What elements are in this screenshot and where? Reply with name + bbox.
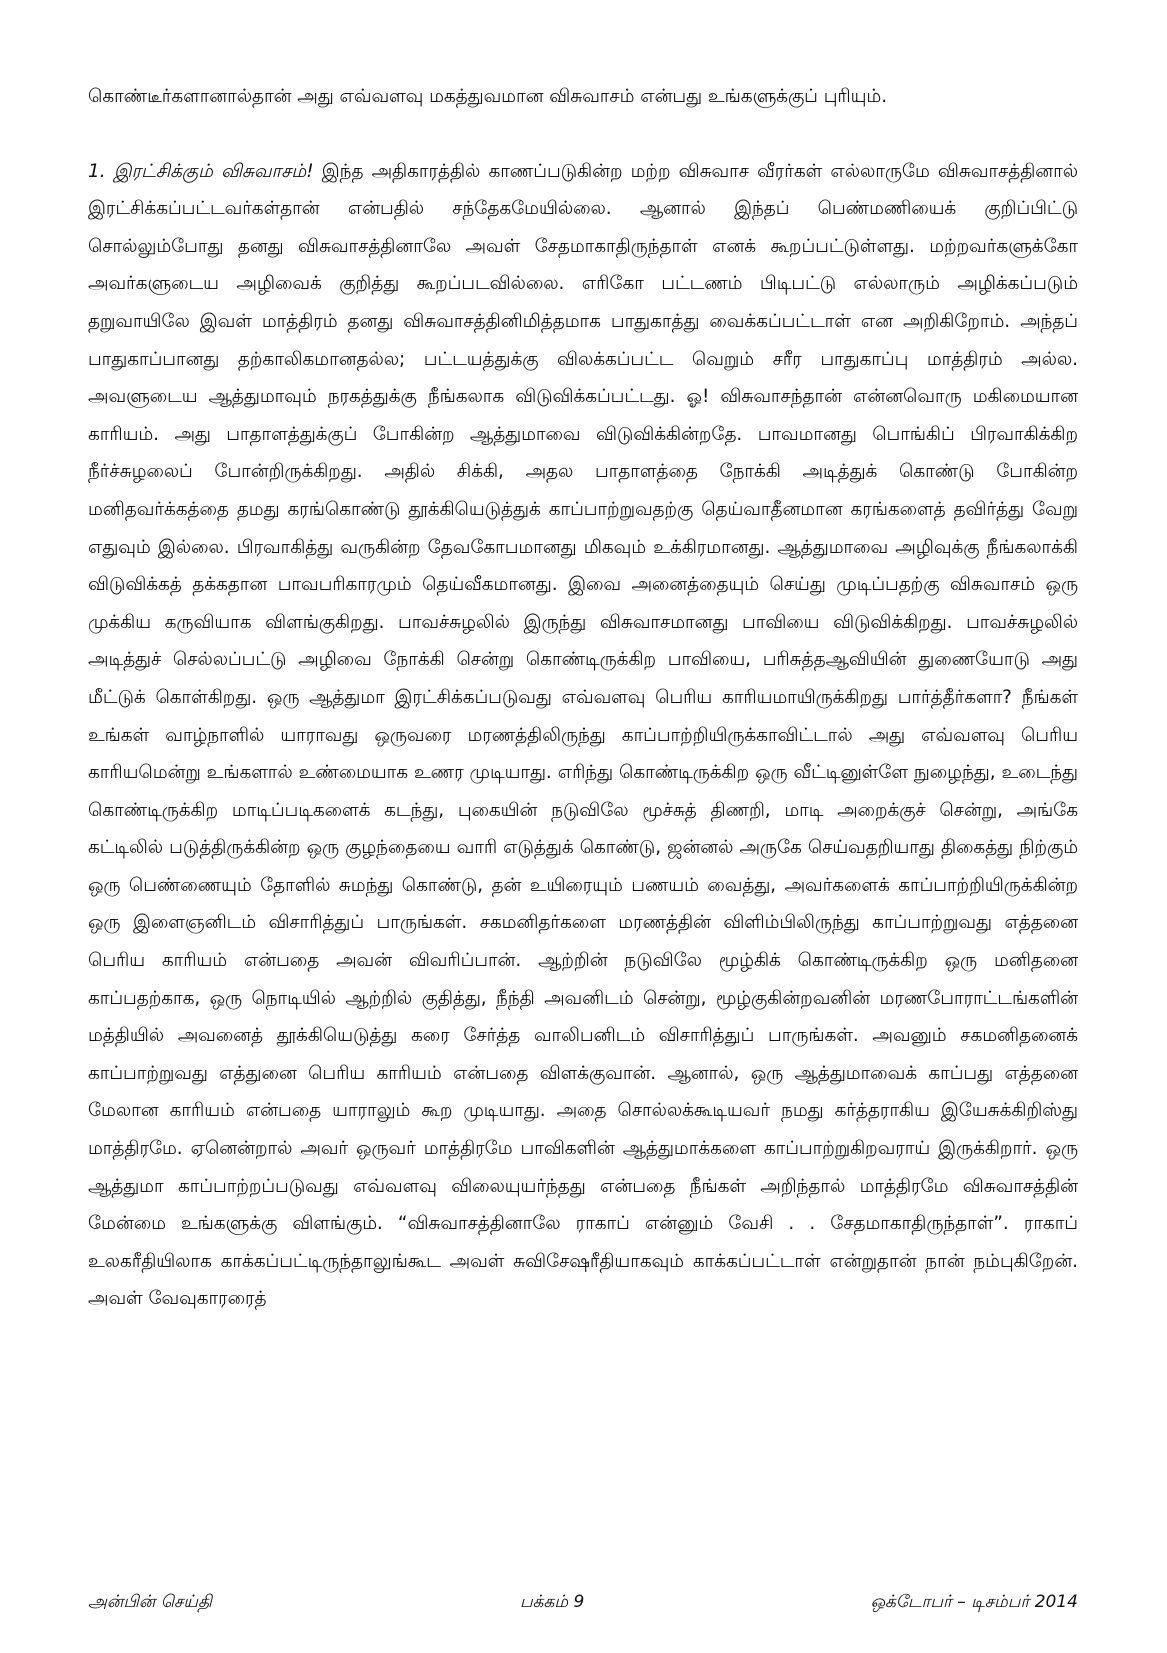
paragraph-continuation: கொண்டீர்களானால்தான் அது எவ்வளவு மகத்துவமான விசுவாசம் என்பது உங்களுக்குப் புரியும். xyxy=(88,86,888,107)
article-body xyxy=(88,78,1078,1318)
footer-issue-date: ஒக்டோபர் – டிசம்பர் 2014 xyxy=(870,1592,1078,1612)
page-footer xyxy=(88,1592,1078,1622)
paragraph-saving-faith xyxy=(88,153,1078,1318)
footer-page-number: பக்கம் 9 xyxy=(520,1592,585,1612)
footer-publication-name: அன்பின் செய்தி xyxy=(88,1592,212,1612)
paragraph-text: இந்த அதிகாரத்தில் காணப்படுகின்ற மற்ற விசுவாச வீரர்கள் எல்லாருமே விசுவாசத்தினால் இரட்சிக்கப்பட்டவர்கள்தான் என்பதில் சந்தேகமேயில்லை. ஆனால் இந்தப் பெண்மணியைக் குறிப்பிட்டு சொல்லும்போது தனது விசுவாசத்தினாலே அவள் சேதமாகாதிருந்தாள் எனக் கூறப்பட்டுள்ளது. மற்றவர்களுக்கோ அவர்களுடைய அழிவைக் குறித்து கூறப்படவில்லை. எரிகோ பட்டணம் பிடிபட்டு எல்லாரும் அழிக்கப்படும் தறுவாயிலே இவள் மாத்திரம் தனது விசுவாசத்தினிமித்தமாக பாதுகாத்து வைக்கப்பட்டாள் என அறிகிறோம். அந்தப் பாதுகாப்பானது தற்காலிகமானதல்ல; பட்டயத்துக்கு விலக்கப்பட்ட வெறும் சரீர பாதுகாப்பு மாத்திரம் அல்ல. அவளுடைய ஆத்துமாவும் நரகத்துக்கு நீங்கலாக விடுவிக்கப்பட்டது. ஓ! விசுவாசந்தான் என்னவொரு மகிமையான காரியம். அது பாதாளத்துக்குப் போகின்ற ஆத்துமாவை விடுவிக்கின்றதே. பாவமானது பொங்கிப் பிரவாகிக்கிற நீர்ச்சுழலைப் போன்றிருக்கிறது. அதில் சிக்கி, அதல பாதாளத்தை நோக்கி அடித்துக் கொண்டு போகின்ற மனிதவர்க்கத்தை தமது கரங்கொண்டு தூக்கியெடுத்துக் காப்பாற்றுவதற்கு தெய்வாதீனமான கரங்களைத் தவிர்த்து வேறு எதுவும் இல்லை. பிரவாகித்து வருகின்ற தேவகோபமானது மிகவும் உக்கிரமானது. ஆத்துமாவை அழிவுக்கு நீங்கலாக்கி விடுவிக்கத் தக்கதான பாவபரிகாரமும் தெய்வீகமானது. இவை அனைத்தையும் செய்து முடிப்பதற்கு விசுவாசம் ஒரு முக்கிய கருவியாக விளங்குகிறது. பாவச்சுழலில் இருந்து விசுவாசமானது பாவியை விடுவிக்கிறது. பாவச்சுழலில் அடித்துச் செல்லப்பட்டு அழிவை நோக்கி சென்று கொண்டிருக்கிற பாவியை, பரிசுத்தஆவியின் துணையோடு அது மீட்டுக் கொள்கிறது. ஒரு ஆத்துமா இரட்சிக்கப்படுவது எவ்வளவு பெரிய காரியமாயிருக்கிறது பார்த்தீர்களா? நீங்கள் உங்கள் வாழ்நாளில் யாராவது ஒருவரை மரணத்திலிருந்து காப்பாற்றியிருக்காவிட்டால் அது எவ்வளவு பெரிய காரியமென்று உங்களால் உண்மையாக உணர முடியாது. எரிந்து கொண்டிருக்கிற ஒரு வீட்டினுள்ளே நுழைந்து, உடைந்து கொண்டிருக்கிற மாடிப்படிகளைக் கடந்து, புகையின் நடுவிலே மூச்சுத் திணறி, மாடி அறைக்குச் சென்று, அங்கே கட்டிலில் படுத்திருக்கின்ற ஒரு குழந்தையை வாரி எடுத்துக் கொண்டு, ஜன்னல் அருகே செய்வதறியாது திகைத்து நிற்கும் ஒரு பெண்ணையும் தோளில் சுமந்து கொண்டு, தன் உயிரையும் பணயம் வைத்து, அவர்களைக் காப்பாற்றியிருக்கின்ற ஒரு இளைஞனிடம் விசாரித்துப் பாருங்கள். சகமனிதர்களை மரணத்தின் விளிம்பிலிருந்து காப்பாற்றுவது எத்தனை பெரிய காரியம் என்பதை அவன் விவரிப்பான். ஆற்றின் நடுவிலே மூழ்கிக் கொண்டிருக்கிற ஒரு மனிதனை காப்பதற்காக, ஒரு நொடியில் ஆற்றில் குதித்து, நீந்தி அவனிடம் சென்று, மூழ்குகின்றவனின் மரணபோராட்டங்களின் மத்தியில் அவனைத் தூக்கியெடுத்து கரை சேர்த்த வாலிபனிடம் விசாரித்துப் பாருங்கள். அவனும் சகமனிதனைக் காப்பாற்றுவது எத்துனை பெரிய காரியம் என்பதை விளக்குவான். ஆனால், ஒரு ஆத்துமாவைக் காப்பது எத்தனை மேலான காரியம் என்பதை யாராலும் கூற முடியாது. அதை சொல்லக்கூடியவர் நமது கர்த்தராகிய இயேசுக்கிறிஸ்து மாத்திரமே. ஏனென்றால் அவர் ஒருவர் மாத்திரமே பாவிகளின் ஆத்துமாக்களை காப்பாற்றுகிறவராய் இருக்கிறார். ஒரு ஆத்துமா காப்பாற்றப்படுவது எவ்வளவு விலையுயர்ந்தது என்பதை நீங்கள் அறிந்தால் மாத்திரமே விசுவாசத்தின் மேன்மை உங்களுக்கு விளங்கும். “விசுவாசத்தினாலே ராகாப் என்னும் வேசி . . சேதமாகாதிருந்தாள்”. ராகாப் உலகரீதியிலாக காக்கப்பட்டிருந்தாலுங்கூட அவள் சுவிசேஷரீதியாகவும் காக்கப்பட்டாள் என்றுதான் நான் நம்புகிறேன். அவள் வேவுகாரரைத் xyxy=(88,160,1078,1310)
section-heading: 1. இரட்சிக்கும் விசுவாசம்! xyxy=(88,160,314,182)
